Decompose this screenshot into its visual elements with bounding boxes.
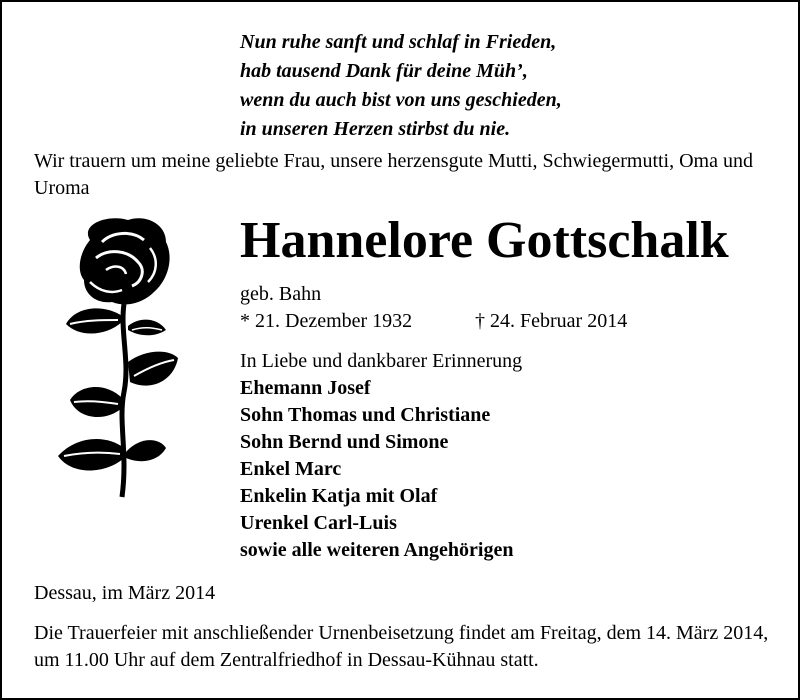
funeral-notice: Die Trauerfeier mit anschließender Urnenbeisetzung findet am Freitag, dem 14. März 2014, um 11.00 Uhr auf dem Zentralfriedhof in Dessau-Kühnau statt. <box>34 622 769 671</box>
mourner-entry: Sohn Thomas und Christiane <box>240 404 491 426</box>
mourner-entry: Urenkel Carl-Luis <box>240 512 397 534</box>
mourner-entry: Enkelin Katja mit Olaf <box>240 485 438 507</box>
deceased-name: Hannelore Gottschalk <box>240 212 729 269</box>
birth-date: * 21. Dezember 1932 <box>240 310 413 332</box>
poem <box>240 28 562 144</box>
place-date: Dessau, im März 2014 <box>34 582 216 604</box>
rose-icon <box>50 212 190 502</box>
mourner-entry: sowie alle weiteren Angehörigen <box>240 539 514 561</box>
mourner-entry: Enkel Marc <box>240 458 342 480</box>
poem-line: hab tausend Dank für deine Müh’, <box>240 60 528 82</box>
poem-line: in unseren Herzen stirbst du nie. <box>240 118 511 140</box>
birth-name: geb. Bahn <box>240 283 322 305</box>
mourners-block <box>240 348 522 564</box>
poem-line: wenn du auch bist von uns geschieden, <box>240 89 562 111</box>
mourner-entry: Sohn Bernd und Simone <box>240 431 449 453</box>
life-dates <box>240 308 628 335</box>
poem-line: Nun ruhe sanft und schlaf in Frieden, <box>240 31 557 53</box>
intro-text: Wir trauern um meine geliebte Frau, unsere herzensgute Mutti, Schwiegermutti, Oma und Uroma <box>34 150 753 199</box>
mourners-lead: In Liebe und dankbarer Erinnerung <box>240 350 523 372</box>
death-date: † 24. Februar 2014 <box>475 310 628 332</box>
mourner-entry: Ehemann Josef <box>240 377 371 399</box>
